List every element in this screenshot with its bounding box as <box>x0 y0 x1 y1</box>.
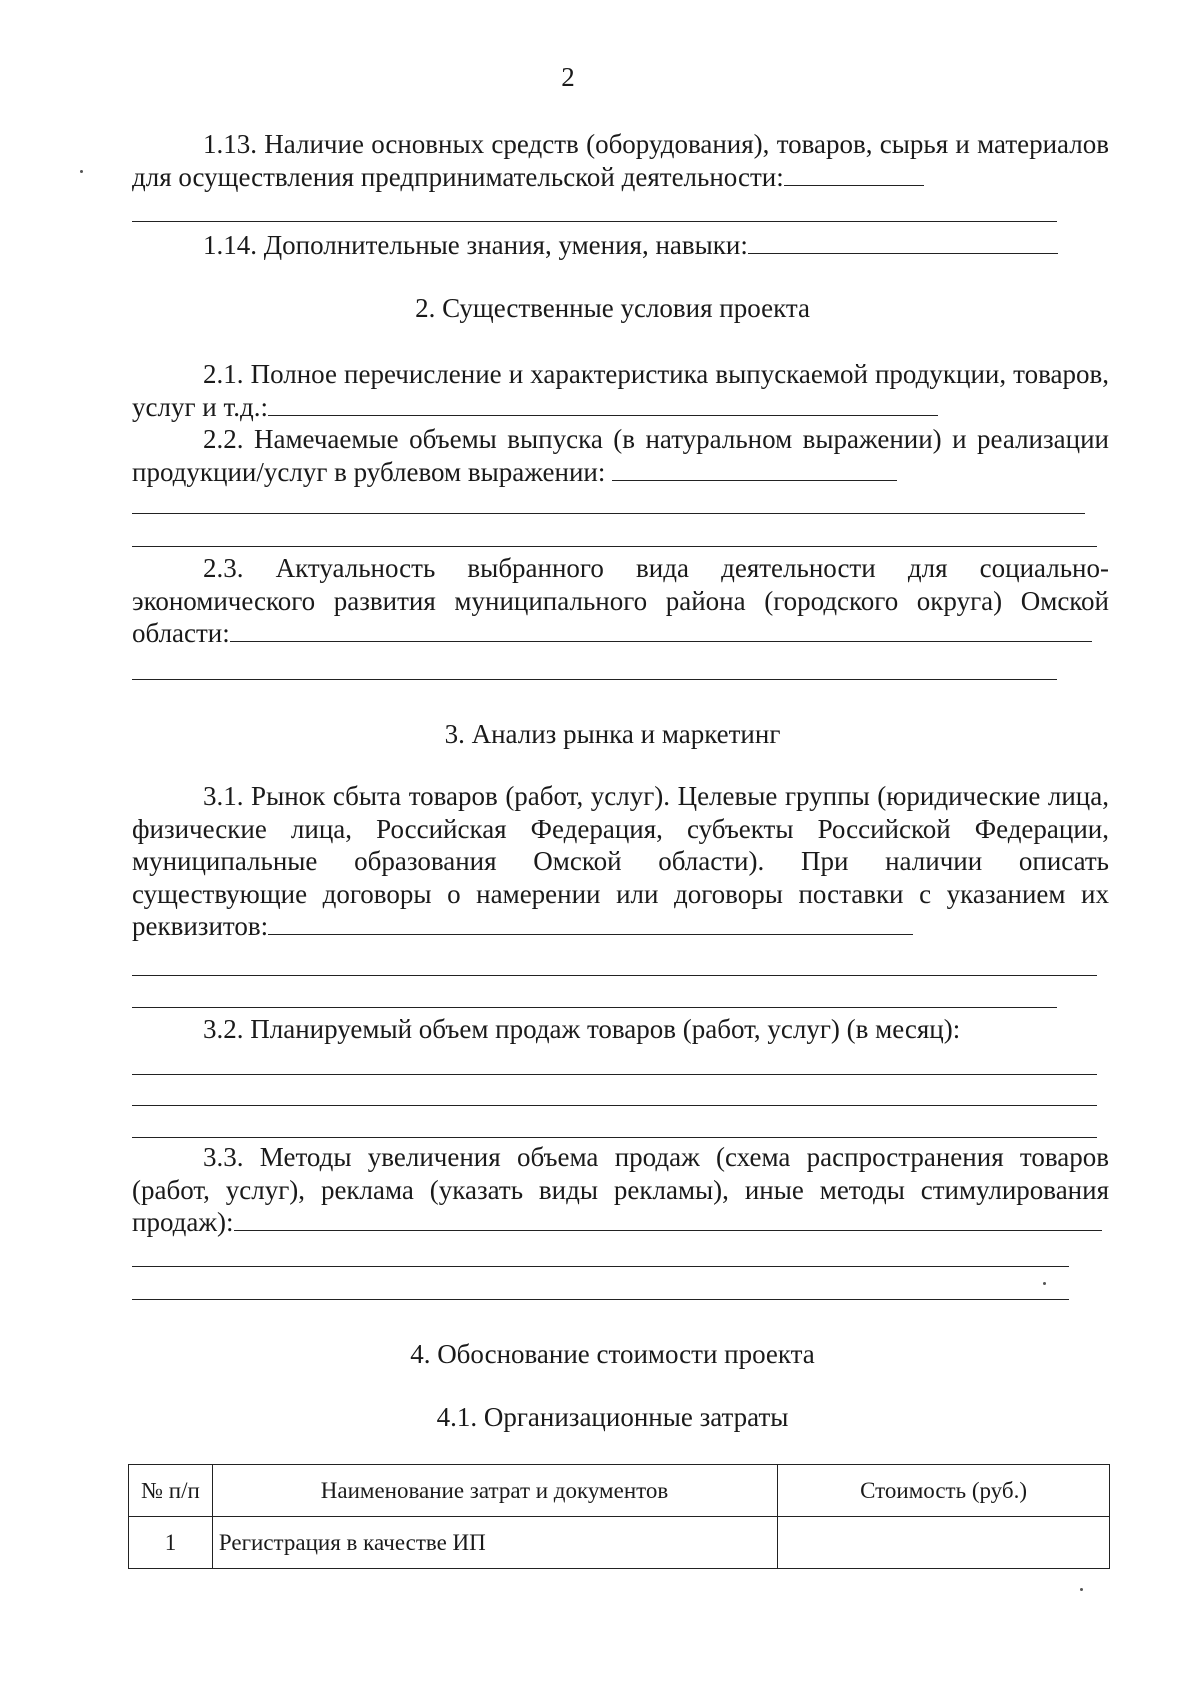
answer-blank[interactable] <box>230 617 1092 642</box>
item-1-14-text: 1.14. Дополнительные знания, умения, навыки: <box>203 230 748 260</box>
scan-speck <box>80 170 83 173</box>
table-cell-cost[interactable] <box>778 1517 1110 1569</box>
item-3-1 <box>132 780 1109 943</box>
item-2-1-text: 2.1. Полное перечисление и характеристика выпускаемой продукции, товаров, услуг и т.д.: <box>132 359 1109 422</box>
column-header: Стоимость (руб.) <box>778 1465 1110 1517</box>
answer-blank[interactable] <box>784 161 924 186</box>
section-4-1-subheading: 4.1. Организационные затраты <box>436 1402 789 1432</box>
item-2-2 <box>132 423 1109 488</box>
table-header-row <box>129 1465 1110 1517</box>
column-header: Наименование затрат и документов <box>212 1465 777 1517</box>
item-3-3 <box>132 1141 1109 1239</box>
answer-line[interactable] <box>132 1137 1097 1138</box>
section-3-heading: 3. Анализ рынка и маркетинг <box>444 719 781 749</box>
answer-blank[interactable] <box>612 456 897 481</box>
column-header: № п/п <box>129 1465 213 1517</box>
answer-blank[interactable] <box>748 229 1058 254</box>
item-2-2-text: 2.2. Намечаемые объемы выпуска (в натуральном выражении) и реализации продукции/услуг в рублевом выражении: <box>132 424 1109 487</box>
answer-line[interactable] <box>132 1007 1057 1008</box>
item-3-2-text: 3.2. Планируемый объем продаж товаров (работ, услуг) (в месяц): <box>203 1014 961 1044</box>
item-2-3 <box>132 552 1109 650</box>
table-cell-name: Регистрация в качестве ИП <box>212 1517 777 1569</box>
scan-speck <box>1080 1588 1083 1591</box>
scan-speck <box>1043 1282 1046 1285</box>
item-3-2 <box>132 1013 1109 1046</box>
answer-blank[interactable] <box>268 910 913 935</box>
item-1-13-text: 1.13. Наличие основных средств (оборудования), товаров, сырья и материалов для осуществления предпринимательской деятельности: <box>132 129 1109 192</box>
answer-line[interactable] <box>132 513 1085 514</box>
item-3-1-text: 3.1. Рынок сбыта товаров (работ, услуг). Целевые группы (юридические лица, физические лица, Российская Федерация, субъекты Российской Федерации, муниципальные образования Омской области). При наличии описать существующие договоры о намерении или договоры поставки с указанием их реквизитов: <box>132 781 1109 941</box>
answer-line[interactable] <box>132 975 1097 976</box>
table-cell-number: 1 <box>129 1517 213 1569</box>
item-1-13 <box>132 128 1109 193</box>
answer-line[interactable] <box>132 1105 1097 1106</box>
answer-line[interactable] <box>132 1299 1069 1300</box>
section-2-heading: 2. Существенные условия проекта <box>415 293 810 323</box>
page-number: 2 <box>561 62 575 92</box>
item-2-1 <box>132 358 1109 423</box>
table-row <box>129 1517 1110 1569</box>
answer-line[interactable] <box>132 679 1057 680</box>
answer-blank[interactable] <box>268 391 938 416</box>
answer-line[interactable] <box>132 221 1057 222</box>
item-1-14 <box>132 229 1109 262</box>
section-4-heading: 4. Обоснование стоимости проекта <box>410 1339 815 1369</box>
item-2-3-text: 2.3. Актуальность выбранного вида деятельности для социально-экономического развития муниципального района (городского округа) Омской области: <box>132 553 1109 648</box>
answer-line[interactable] <box>132 1074 1097 1075</box>
answer-line[interactable] <box>132 546 1097 547</box>
item-3-3-text: 3.3. Методы увеличения объема продаж (схема распространения товаров (работ, услуг), реклама (указать виды рекламы), иные методы стимулирования продаж): <box>132 1142 1109 1237</box>
answer-line[interactable] <box>132 1266 1069 1267</box>
costs-table <box>128 1464 1110 1569</box>
answer-blank[interactable] <box>234 1206 1102 1231</box>
